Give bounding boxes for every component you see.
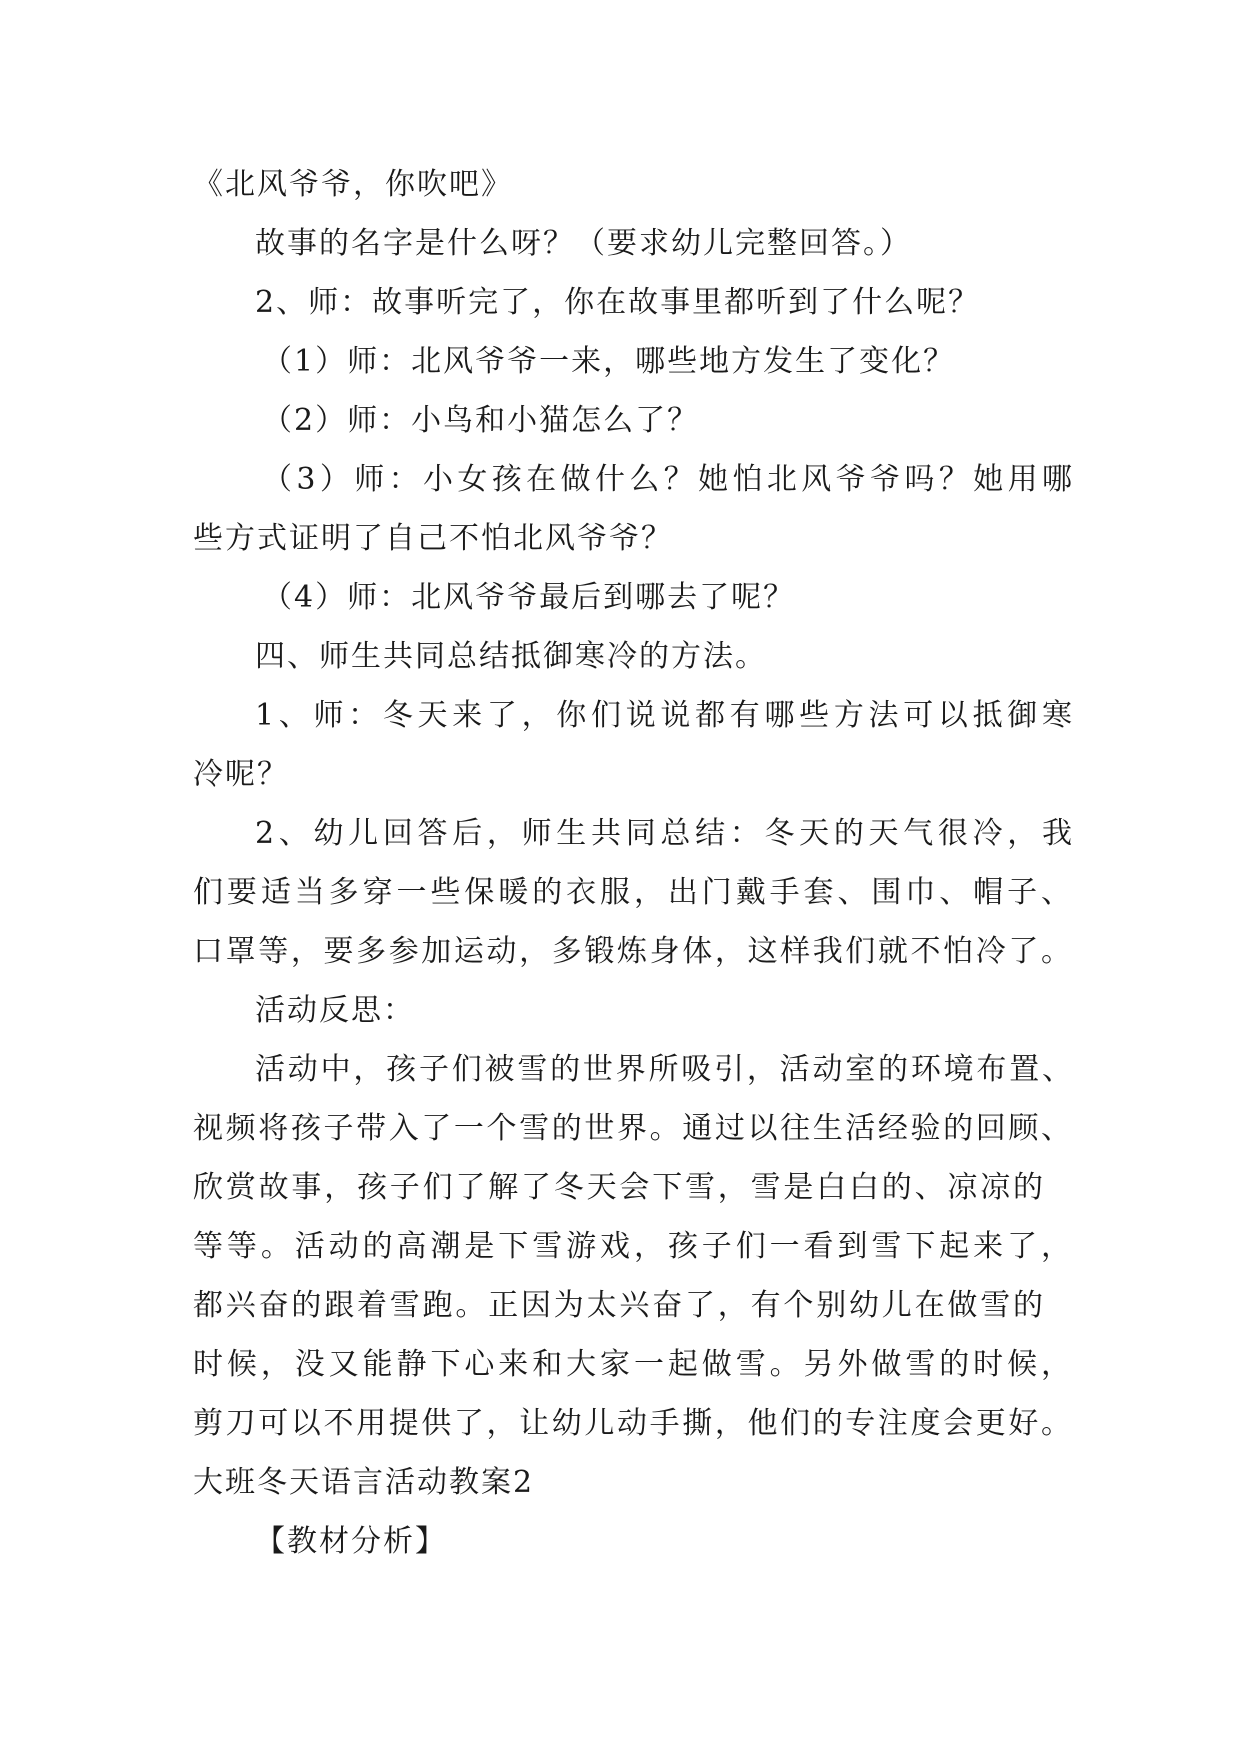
sub-question-3-line-2: 些方式证明了自己不怕北风爷爷？: [193, 521, 673, 556]
sub-question-2: （2）师：小鸟和小猫怎么了？: [262, 403, 700, 438]
step-2-teacher-question: 2、师：故事听完了，你在故事里都听到了什么呢？: [255, 285, 981, 320]
reflection-line-4: 等等。活动的高潮是下雪游戏，孩子们一看到雪下起来了，: [193, 1229, 1073, 1264]
reflection-line-7: 剪刀可以不用提供了，让幼儿动手撕，他们的专注度会更好。: [193, 1406, 1073, 1441]
reflection-line-5: 都兴奋的跟着雪跑。正因为太兴奋了，有个别幼儿在做雪的: [193, 1288, 1045, 1323]
sub-question-3-line-1: （3）师：小女孩在做什么？她怕北风爷爷吗？她用哪: [262, 462, 1074, 497]
reflection-line-2: 视频将孩子带入了一个雪的世界。通过以往生活经验的回顾、: [193, 1111, 1073, 1146]
material-analysis-heading: 【教材分析】: [255, 1524, 447, 1559]
lesson-plan-2-title: 大班冬天语言活动教案2: [193, 1465, 535, 1500]
step-1-line-1: 1、师：冬天来了，你们说说都有哪些方法可以抵御寒: [255, 698, 1074, 733]
sub-question-4: （4）师：北风爷爷最后到哪去了呢？: [262, 580, 796, 615]
section-4-heading: 四、师生共同总结抵御寒冷的方法。: [255, 639, 767, 674]
sub-question-1: （1）师：北风爷爷一来，哪些地方发生了变化？: [262, 344, 956, 379]
step-2-summary-line-1: 2、幼儿回答后，师生共同总结：冬天的天气很冷，我: [255, 816, 1074, 851]
step-2-summary-line-2: 们要适当多穿一些保暖的衣服，出门戴手套、围巾、帽子、: [193, 875, 1073, 910]
reflection-line-1: 活动中，孩子们被雪的世界所吸引，活动室的环境布置、: [255, 1052, 1074, 1087]
step-2-summary-line-3: 口罩等，要多参加运动，多锻炼身体，这样我们就不怕冷了。: [193, 934, 1073, 969]
reflection-line-6: 时候，没又能静下心来和大家一起做雪。另外做雪的时候，: [193, 1347, 1073, 1382]
reflection-heading: 活动反思：: [255, 993, 415, 1028]
question-story-name: 故事的名字是什么呀？（要求幼儿完整回答。）: [255, 226, 912, 261]
step-1-line-2: 冷呢？: [193, 757, 289, 792]
reflection-line-3: 欣赏故事，孩子们了解了冬天会下雪，雪是白白的、凉凉的: [193, 1170, 1045, 1205]
story-title-line: 《北风爷爷，你吹吧》: [193, 167, 513, 202]
